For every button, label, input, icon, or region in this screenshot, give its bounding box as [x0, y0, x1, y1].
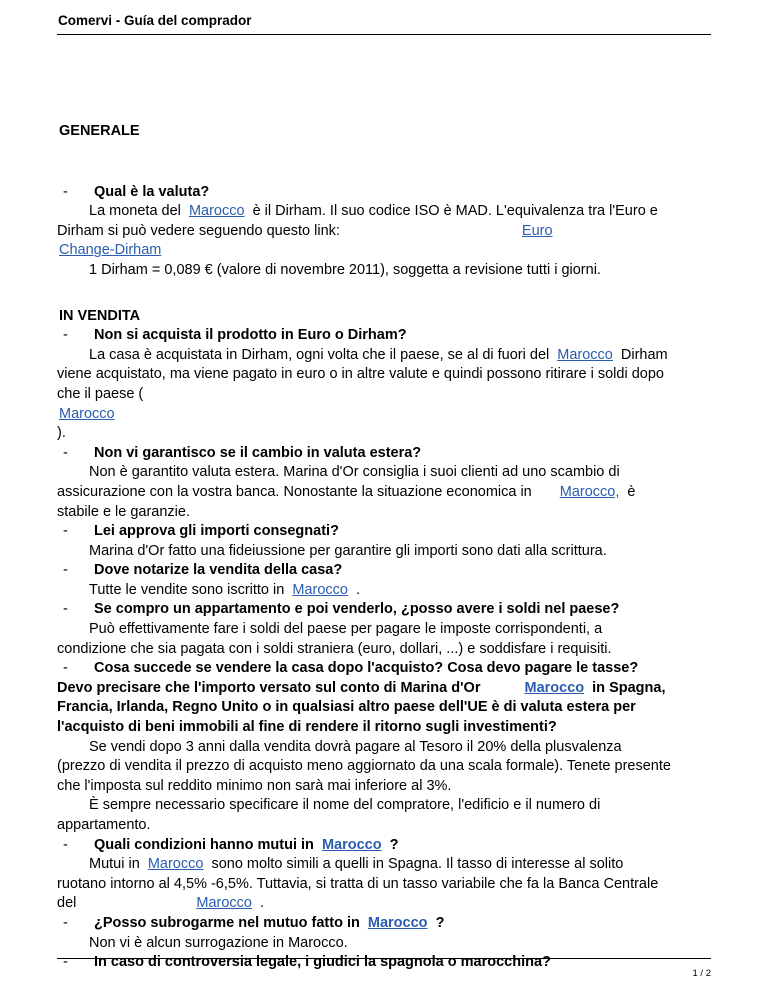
header-divider — [57, 34, 711, 35]
answer-line: Non è garantito valuta estera. Marina d'Or consiglia i suoi clienti ad uno scambio di — [89, 464, 620, 481]
answer-line: Se vendi dopo 3 anni dalla vendita dovrà pagare al Tesoro il 20% della plusvalenza — [89, 738, 622, 755]
answer-line: ruotano intorno al 4,5% -6,5%. Tuttavia, si tratta di un tasso variabile che fa la Banca Centrale — [57, 875, 659, 892]
question-line: Francia, Irlanda, Regno Unito o in qualsiasi altro paese dell'UE è di valuta estera per — [57, 699, 636, 716]
link-euro[interactable]: Euro — [521, 222, 553, 239]
question-valuta: - Qual è la valuta? — [63, 183, 210, 200]
footer-divider — [57, 958, 711, 959]
question-soldi-paese: - Se compro un appartamento e poi venderlo, ¿posso avere i soldi nel paese? — [63, 601, 620, 618]
question-mutui: - Quali condizioni hanno mutui in Marocco ? — [63, 836, 399, 853]
question-line: Devo precisare che l'importo versato sul conto di Marina d'Or Marocco in Spagna, — [57, 679, 666, 696]
answer-line: Può effettivamente fare i soldi del paese per pagare le imposte corrispondenti, a — [89, 621, 603, 638]
question-importi: - Lei approva gli importi consegnati? — [63, 523, 339, 540]
answer-line: È sempre necessario specificare il nome del compratore, l'edificio e il numero di — [89, 797, 601, 814]
answer-line: stabile e le garanzie. — [57, 503, 190, 520]
page-number: 1 / 2 — [692, 968, 711, 979]
answer-line: del Marocco . — [57, 895, 265, 912]
question-subrogarme: - ¿Posso subrogarme nel mutuo fatto in Marocco ? — [63, 914, 445, 931]
answer-line: che il paese ( — [57, 385, 144, 402]
question-cambio: - Non vi garantisco se il cambio in valuta estera? — [63, 444, 422, 461]
answer-line: La moneta del Marocco è il Dirham. Il suo codice ISO è MAD. L'equivalenza tra l'Euro e — [89, 203, 658, 220]
answer-line: Dirham si può vedere seguendo questo link: Euro — [57, 222, 717, 242]
link-marocco[interactable]: Marocco — [524, 679, 585, 696]
answer-line: 1 Dirham = 0,089 € (valore di novembre 2011), soggetta a revisione tutti i giorni. — [89, 261, 601, 278]
answer-line: assicurazione con la vostra banca. Nonostante la situazione economica in Marocco, è — [57, 483, 636, 500]
link-marocco[interactable]: Marocco — [188, 203, 245, 220]
link-change-dirham[interactable]: Change-Dirham — [59, 242, 162, 259]
link-marocco[interactable]: Marocco — [147, 856, 204, 873]
section-heading-in-vendita: IN VENDITA — [59, 307, 141, 324]
question-controversia: - In caso di controversia legale, i giudici la spagnola o marocchina? — [63, 954, 551, 971]
answer-line — [57, 405, 717, 425]
link-marocco[interactable]: Marocco — [557, 346, 613, 363]
answer-line: (prezzo di vendita il prezzo di acquisto meno aggiornato da una scala formale). Tenete presente — [57, 758, 671, 775]
section-heading-generale: GENERALE — [59, 123, 140, 139]
answer-line: appartamento. — [57, 817, 151, 833]
question-tasse: - Cosa succede se vendere la casa dopo l'acquisto? Cosa devo pagare le tasse? — [63, 660, 639, 677]
link-marocco[interactable]: Marocco — [321, 836, 382, 853]
link-marocco[interactable]: Marocco — [59, 405, 115, 422]
page-header-title: Comervi - Guía del comprador — [58, 13, 252, 28]
answer-line: La casa è acquistata in Dirham, ogni volta che il paese, se al di fuori del Marocco Dirham — [89, 346, 668, 363]
answer-line: Marina d'Or fatto una fideiussione per garantire gli importi sono dati alla scrittura. — [89, 542, 607, 559]
answer-line: Non vi è alcun surrogazione in Marocco. — [89, 934, 348, 951]
answer-line: Tutte le vendite sono iscritto in Marocco . — [89, 581, 361, 598]
question-euro-dirham: - Non si acquista il prodotto in Euro o Dirham? — [63, 327, 407, 344]
answer-line: ). — [57, 425, 66, 442]
link-marocco[interactable]: Marocco — [292, 581, 348, 598]
answer-line: Mutui in Marocco sono molto simili a quelli in Spagna. Il tasso di interesse al solito — [89, 856, 624, 873]
question-line: l'acquisto di beni immobili al fine di rendere il ritorno sugli investimenti? — [57, 719, 557, 736]
answer-line: che l'imposta sul reddito minimo non sarà mai inferiore al 3%. — [57, 777, 452, 794]
link-marocco[interactable]: Marocco — [367, 914, 428, 931]
answer-line: condizione che sia pagata con i soldi straniera (euro, dollari, ...) e soddisfare i requisiti. — [57, 640, 612, 657]
link-marocco[interactable]: Marocco, — [559, 483, 620, 500]
document-body — [57, 122, 717, 973]
answer-line: viene acquistato, ma viene pagato in euro o in altre valute e quindi possono ritirare i soldi dopo — [57, 366, 664, 383]
question-notarize: - Dove notarize la vendita della casa? — [63, 562, 343, 579]
link-marocco[interactable]: Marocco — [196, 895, 252, 912]
answer-line — [57, 241, 717, 261]
